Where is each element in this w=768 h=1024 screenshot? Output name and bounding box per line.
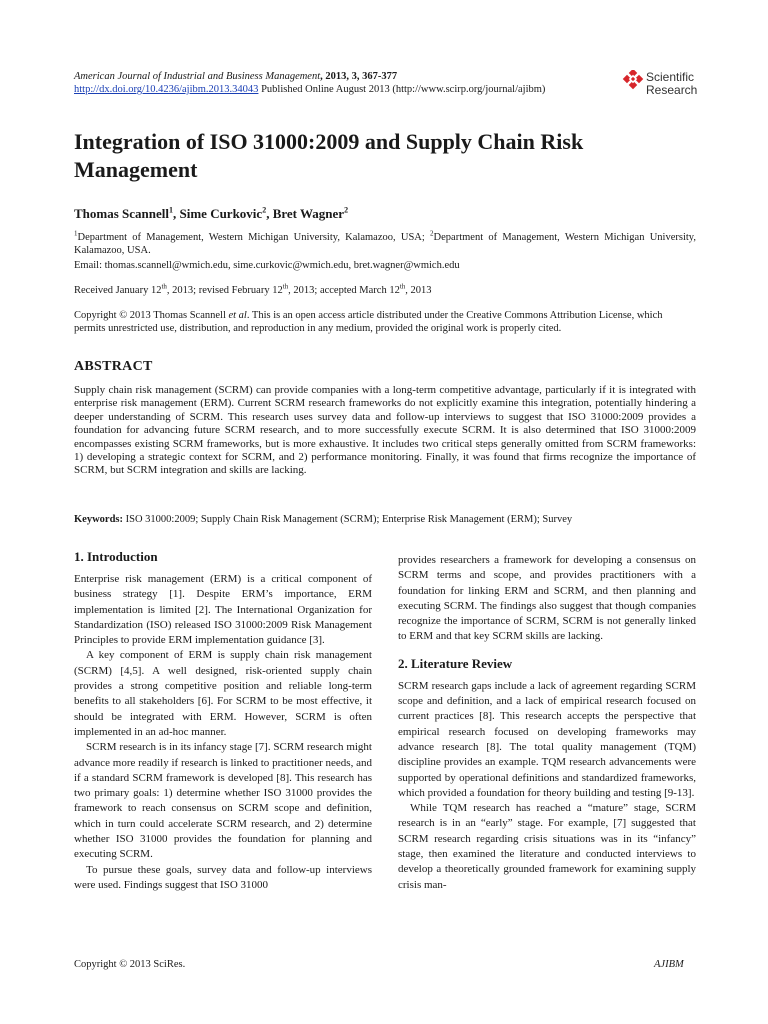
author-name: Bret Wagner — [272, 206, 345, 221]
logo-line-1: Scientific — [646, 70, 695, 84]
scientific-research-logo-icon — [622, 70, 644, 94]
et-al: et al — [228, 310, 247, 321]
keywords — [74, 513, 696, 526]
author-separator: , — [173, 206, 180, 221]
author-affil-mark: 1 — [169, 205, 173, 215]
right-column — [398, 553, 696, 893]
doi-link[interactable]: http://dx.doi.org/10.4236/ajibm.2013.34043 — [74, 84, 259, 95]
logo-text — [646, 71, 697, 97]
affiliation-1: Department of Management, Western Michigan University, Kalamazoo, USA; — [77, 232, 431, 243]
author-affil-mark: 2 — [344, 205, 349, 215]
paragraph: SCRM research is in its infancy stage [7]. SCRM research might advance more readily if research is linked to practitioner needs, and if a standard SCRM framework is developed [8]. This research has two primary goals: 1) determine whether ISO 31000 provides the framework to reach consensus on SCRM scope and definition, which in turn could accelerate SCRM research, and 2) determine whether ISO 31000 provides the foundation for planning and executing SCRM. — [74, 741, 372, 861]
author-list — [74, 206, 348, 222]
accepted-date: , 2013; accepted March 12 — [288, 285, 400, 296]
license-text: . This is an open access article distributed under the Creative Commons Attribution License, which permits unrestricted use, distribution, and reproduction in any medium, provided the original work is properly cited. — [74, 310, 663, 334]
ordinal-suffix: th — [399, 282, 406, 291]
paper-title: Integration of ISO 31000:2009 and Supply Chain Risk Management — [74, 129, 584, 182]
received-dates — [74, 284, 432, 297]
author-name: Sime Curkovic — [179, 206, 263, 221]
left-column — [74, 548, 372, 893]
logo-line-2: Research — [646, 83, 698, 97]
published-online: Published Online August 2013 (http://www.scirp.org/journal/ajibm) — [258, 84, 546, 95]
paragraph: Enterprise risk management (ERM) is a critical component of business strategy [1]. Despite ERM’s importance, ERM implementation is limited [2]. The International Organization for Standardization (ISO) released ISO 31000:2009 Risk Management Principles to provide ERM implementation guidance [3]. — [74, 573, 372, 647]
ordinal-suffix: th — [161, 282, 167, 291]
revised-date: , 2013; revised February 12 — [166, 285, 283, 296]
author-affil-mark: 2 — [262, 205, 267, 215]
affiliation-2: Department of Management, Western Michigan University, Kalamazoo, USA. — [74, 232, 696, 256]
affiliations — [74, 231, 696, 257]
footer-copyright: Copyright © 2013 SciRes. — [74, 959, 186, 970]
journal-name: American Journal of Industrial and Business Management — [74, 71, 321, 82]
abstract-text: Supply chain risk management (SCRM) can provide companies with a long-term competitive advantage, particularly if it is integrated with enterprise risk management (ERM). Current SCRM research frameworks do not explicitly examine this integration, potentially hindering a deeper understanding of SCRM. This research uses survey data and follow-up interviews to suggest that ISO 31000:2009 provides a foundation for advancing future SCRM research, and to more successfully execute SCRM. It is also determined that ISO 31000:2009 encompasses existing SCRM frameworks, but is more exhaustive. It includes two critical steps generally omitted from SCRM frameworks: 1) developing a strategic context for SCRM, and 2) performance monitoring. Finally, it was found that firms recognize the importance of SCRM, but SCRM integration and skills are lacking. — [74, 384, 696, 477]
author-name: Thomas Scannell — [74, 206, 169, 221]
affil-mark-1: 1 — [74, 229, 78, 238]
year-end: , 2013 — [405, 285, 432, 296]
doi-line — [74, 83, 545, 96]
footer-journal-abbrev: AJIBM — [654, 959, 684, 970]
received-date: Received January 12 — [74, 285, 162, 296]
author-separator: , — [266, 206, 273, 221]
ordinal-suffix: th — [282, 282, 289, 291]
journal-citation — [74, 70, 397, 83]
paragraph: While TQM research has reached a “mature” stage, SCRM research is in an “early” stage. For example, [7] suggested that SCRM research regarding crisis situations was in its “infancy” stage, then examined the literature and conducted interviews to develop a theoretically grounded framework for examining supply crisis man- — [398, 802, 696, 891]
paragraph: SCRM research gaps include a lack of agreement regarding SCRM scope and definition, and a lack of empirical research focused on current practices [8]. This research accepts the perspective that empirical research focused on developing frameworks may advance research [8]. The total quality management (TQM) discipline provides an example. TQM research advancements were supported by operational definitions and standardized frameworks, which provided a foundation for theory building and testing [9-13]. — [398, 679, 696, 799]
copyright-notice — [74, 309, 696, 335]
keywords-label: Keywords: — [74, 514, 123, 525]
copyright-text: Copyright © 2013 Thomas Scannell — [74, 310, 229, 321]
paragraph: A key component of ERM is supply chain risk management (SCRM) [4,5]. A well designed, risk-oriented supply chain provides a strong competitive position and reliable long-term benefits to all stakeholders [6]. For SCRM to be most effective, it should be integrated with ERM. However, SCRM is often implemented in an ad-hoc manner. — [74, 649, 372, 738]
abstract-heading: ABSTRACT — [74, 359, 153, 374]
publisher-logo — [622, 70, 702, 100]
keywords-text: ISO 31000:2009; Supply Chain Risk Management (SCRM); Enterprise Risk Management (ERM); Survey — [123, 514, 573, 525]
author-emails: Email: thomas.scannell@wmich.edu, sime.curkovic@wmich.edu, bret.wagner@wmich.edu — [74, 260, 460, 271]
paragraph: To pursue these goals, survey data and follow-up interviews were used. Findings suggest that ISO 31000 — [74, 863, 372, 891]
section-heading-introduction: 1. Introduction — [74, 549, 158, 564]
journal-volume: , 2013, 3, 367-377 — [320, 71, 398, 82]
affil-mark-2: 2 — [430, 229, 434, 238]
paragraph: provides researchers a framework for developing a consensus on SCRM terms and scope, and provides practitioners with a foundation for linking ERM and SCRM, and then planning and executing SCRM. The findings also suggest that though companies recognize the importance of SCRM, SCRM is not generally linked to ERM and that key SCRM skills are lacking. — [398, 554, 696, 643]
section-heading-literature-review: 2. Literature Review — [398, 655, 513, 671]
